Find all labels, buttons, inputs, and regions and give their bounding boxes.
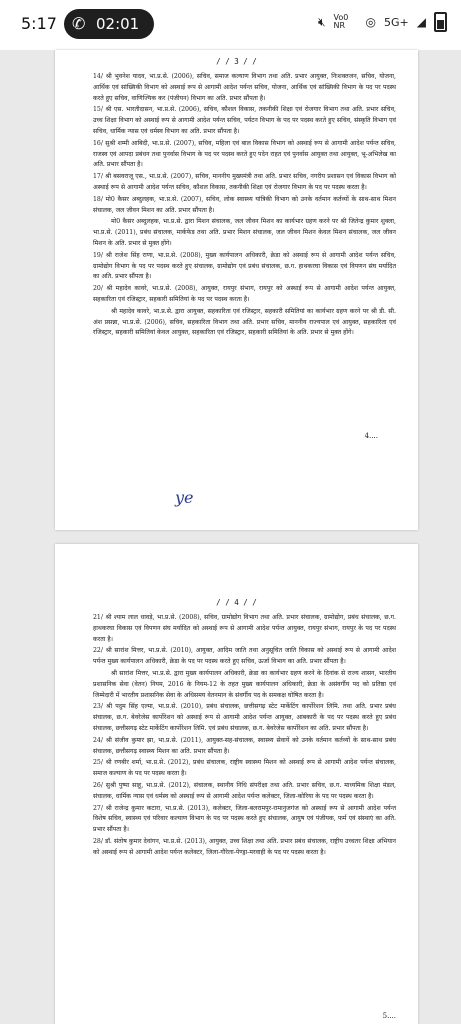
signature: ye xyxy=(175,488,194,507)
ongoing-call-chip[interactable] xyxy=(64,9,154,39)
order-paragraph: 16/ सुश्री शम्मी आबिदी, भा.प्र.से. (2007), सचिव, महिला एवं बाल विकास विभाग को अस्थाई रूप से आगामी आदेश पर्यन्त सचिव, राजस्व एवं आपदा प्रबंधन तथा पुनर्वास विभाग के पद पर पदस्थ करते हुए पदेन राहत एवं पुनर्वास आयुक्त तथा आयुक्त, भू-अभिलेख का अति. प्रभार सौंपता है। xyxy=(93,139,396,169)
order-paragraph: 19/ श्री राजेश सिंह राणा, भा.प्र.से. (2008), मुख्य कार्यपालन अधिकारी, क्रेडा को अस्थाई रूप से आगामी आदेश पर्यन्त सचिव, ग्रामोद्योग विभाग के पद पर पदस्थ करते हुए संचालक, ग्रामोद्योग एवं प्रबंध संचालक, छ.ग. हाथकरघा विकास एवं विपणन संघ मर्यादित का अति. प्रभार सौंपता है। xyxy=(93,251,396,281)
order-paragraph: श्री महादेव कावरे, भा.प्र.से. द्वारा आयुक्त, सहकारिता एवं रजिस्ट्रार, सहकारी समितियां का कार्यभार ग्रहण करने पर श्री डी. सी. अंश प्रसन्ना, भा.प्र.से. (2006), सचिव, सहकारिता विभाग तथा अति. प्रभार सचिव, माननीय राज्यपाल एवं आयुक्त, सहकारिता एवं रजिस्ट्रार, सहकारी समितियां केवल आयुक्त, सहकारिता एवं रजिस्ट्रार, सहकारी समितियां के अति. प्रभार से मुक्त होंगे। xyxy=(93,307,396,337)
document-page-4 xyxy=(55,544,418,1024)
page-body xyxy=(55,72,418,339)
signal-icon: ◢ xyxy=(416,15,426,29)
order-paragraph: 23/ श्री पदुम सिंह एल्मा, भा.प्र.से. (2010), प्रबंध संचालक, छत्तीसगढ़ स्टेट मार्केटिंग कार्पोरेशन लिमि. तथा अति. प्रभार प्रबंध संचालक, छ.ग. बेवरेजेस कार्पोरेशन को अस्थाई रूप से आगामी आदेश पर्यन्त आयुक्त, आबकारी के पद पर पदस्थ करते हुए प्रबंध संचालक, छत्तीसगढ़ स्टेट मार्केटिंग कार्पोरेशन लिमि. एवं प्रबंध संचालक, छ.ग. बेवरेजेस कार्पोरेशन का अति. प्रभार सौंपता है। xyxy=(93,703,396,732)
phone-icon: ✆ xyxy=(72,14,86,33)
order-paragraph: 28/ डॉ. संतोष कुमार देवांगन, भा.प्र.से. (2013), आयुक्त, उच्च शिक्षा तथा अति. प्रभार प्रबंध संचालक, राष्ट्रीय उच्चतर शिक्षा अभियान को अस्थाई रूप से आगामी आदेश पर्यन्त कलेक्टर, जिला-गौरेला-पेण्ड्रा-मरवाही के पद पर पदस्थ करता है। xyxy=(93,837,396,856)
order-paragraph: 26/ सुश्री पुष्पा साहू, भा.प्र.से. (2012), संचालक, स्थानीय निधि संपरीक्षा तथा अति. प्रभार सचिव, छ.ग. माध्यमिक शिक्षा मंडल, संचालक, धार्मिक न्यास एवं धर्मस्व को अस्थाई रूप से आगामी आदेश पर्यन्त कलेक्टर, जिला-कोरिया के पद पर पदस्थ करता है। xyxy=(93,781,396,800)
status-time: 5:17 xyxy=(21,14,57,33)
page-header: / / 3 / / xyxy=(216,57,257,66)
order-paragraph: 21/ श्री श्याम लाल धावड़े, भा.प्र.से. (2008), सचिव, ग्रामोद्योग विभाग तथा अति. प्रभार संचालक, ग्रामोद्योग, प्रबंध संचालक, छ.ग. हाथकरघा विकास एवं विपणन संघ मर्यादित को अस्थाई रूप से आगामी आदेश पर्यन्त आयुक्त, रायपुर संभाग, रायपुर के पद पर पदस्थ करता है। xyxy=(93,614,396,643)
order-paragraph: 17/ श्री बसवराजू एस., भा.प्र.से. (2007), सचिव, माननीय मुख्यमंत्री तथा अति. प्रभार सचिव, नगरीय प्रशासन एवं विकास विभाग को अस्थाई रूप से आगामी आदेश पर्यन्त सचिव, कौशल विकास, तकनीकी शिक्षा एवं रोजगार विभाग के पद पर पदस्थ करता है। xyxy=(93,173,396,191)
document-page-3 xyxy=(55,50,418,530)
mute-icon: 🔇︎ xyxy=(317,14,326,29)
order-paragraph: 24/ श्री संजीव कुमार झा, भा.प्र.से. (2011), आयुक्त-सह-संचालक, स्वास्थ्य सेवायें को उनके वर्तमान कर्तव्यों के साथ-साथ प्रबंध संचालक, छत्तीसगढ़ स्वास्थ्य मिशन का अति. प्रभार सौंपता है। xyxy=(93,736,396,755)
status-bar xyxy=(0,0,461,50)
volte-indicator: Vo0 NR xyxy=(333,13,349,30)
order-paragraph: 25/ श्री रणबीर शर्मा, भा.प्र.से. (2012), प्रबंध संचालक, राष्ट्रीय स्वास्थ्य मिशन को अस्थाई रूप से आगामी आदेश पर्यन्त संचालक, समाज कल्याण के पद पर पदस्थ करता है। xyxy=(93,759,396,778)
order-paragraph: 20/ श्री महादेव कावरे, भा.प्र.से. (2008), आयुक्त, रायपुर संभाग, रायपुर को अस्थाई रूप से आगामी आदेश पर्यन्त आयुक्त, सहकारिता एवं रजिस्ट्रार, सहकारी समितियां के पद पर पदस्थ करता है। xyxy=(93,285,396,303)
page-continuation: 4.... xyxy=(364,432,378,440)
order-paragraph: श्री सारांश मित्तर, भा.प्र.से. द्वारा मुख्य कार्यपालन अधिकारी, क्रेडा का कार्यभार ग्रहण करने के दिनांक से राज्य शासन, भारतीय प्रशासनिक सेवा (वेतन) नियम, 2016 के नियम-12 के तहत मुख्य कार्यपालन अधिकारी, क्रेडा के असंवर्गीय पद को प्रतिष्ठा एवं जिम्मेदारी में भारतीय प्रशासनिक सेवा के अधिसमय वेतनमान के संवर्गीय पद के समकक्ष घोषित करता है। xyxy=(93,669,396,699)
network-indicator: 5G+ xyxy=(384,15,409,29)
page-continuation: 5.... xyxy=(382,1012,396,1020)
status-icons xyxy=(318,12,447,32)
page-body xyxy=(55,613,418,859)
order-paragraph: 27/ श्री राजेन्द्र कुमार कटारा, भा.प्र.से. (2013), कलेक्टर, जिला-बलरामपुर-रामानुजगंज को अस्थाई रूप से आगामी आदेश पर्यन्त विशेष सचिव, स्वास्थ्य एवं परिवार कल्याण विभाग के पद पर पदस्थ करते हुए संचालक, आयुष एवं पंजीयक, फर्म एवं संस्थाएं का अति. प्रभार सौंपता है। xyxy=(93,804,396,834)
order-paragraph: 15/ श्री एस. भारतीदासन, भा.प्र.से. (2006), सचिव, कौशल विकास, तकनीकी शिक्षा एवं रोजगार विभाग तथा अति. प्रभार सचिव, उच्च शिक्षा विभाग को अस्थाई रूप से आगामी आदेश पर्यन्त सचिव, पर्यटन विभाग के पद पर पदस्थ करते हुए सचिव, संस्कृति विभाग एवं सचिव, धार्मिक न्यास एवं धर्मस्व विभाग का अति. प्रभार सौंपता है। xyxy=(93,106,396,135)
page-header: / / 4 / / xyxy=(216,598,257,607)
hotspot-icon: ◎ xyxy=(365,15,377,29)
order-paragraph: 14/ श्री भुवनेश यादव, भा.प्र.से. (2006), सचिव, समाज कल्याण विभाग तथा अति. प्रभार आयुक्त, निःशक्तजन, सचिव, योजना, आर्थिक एवं सांख्यिकी विभाग को अस्थाई रूप से आगामी आदेश पर्यन्त सचिव, योजना, आर्थिक एवं सांख्यिकी विभाग के पद पर पदस्थ करते हुए सचिव, वाणिज्यिक कर (पंजीयन) विभाग का अति. प्रभार सौंपता है। xyxy=(93,73,396,102)
order-paragraph: 22/ श्री सारांश मित्तर, भा.प्र.से. (2010), आयुक्त, आदिम जाति तथा अनुसूचित जाति विकास को अस्थाई रूप से आगामी आदेश पर्यन्त मुख्य कार्यपालन अधिकारी, क्रेडा के पद पर पदस्थ करते हुए सचिव, ऊर्जा विभाग का अति. प्रभार सौंपता है। xyxy=(93,647,396,666)
order-paragraph: मो0 कैसर अब्दुलहक, भा.प्र.से. द्वारा मिशन संचालक, जल जीवन मिशन का कार्यभार ग्रहण करने पर श्री जितेन्द्र कुमार शुक्ला, भा.प्र.से. (2011), प्रबंध संचालक, मार्कफेड तथा अति. प्रभार मिशन संचालक, जल जीवन मिशन केवल मिशन संचालक, जल जीवन मिशन के अति. प्रभार से मुक्त होंगे। xyxy=(93,218,396,247)
battery-icon xyxy=(434,12,447,32)
call-duration: 02:01 xyxy=(96,15,140,33)
order-paragraph: 18/ मो0 कैसर अब्दुलहक, भा.प्र.से. (2007), सचिव, लोक स्वास्थ्य यांत्रिकी विभाग को उनके वर्तमान कर्तव्यों के साथ-साथ मिशन संचालक, जल जीवन मिशन का अति. प्रभार सौंपता है। xyxy=(93,195,396,214)
